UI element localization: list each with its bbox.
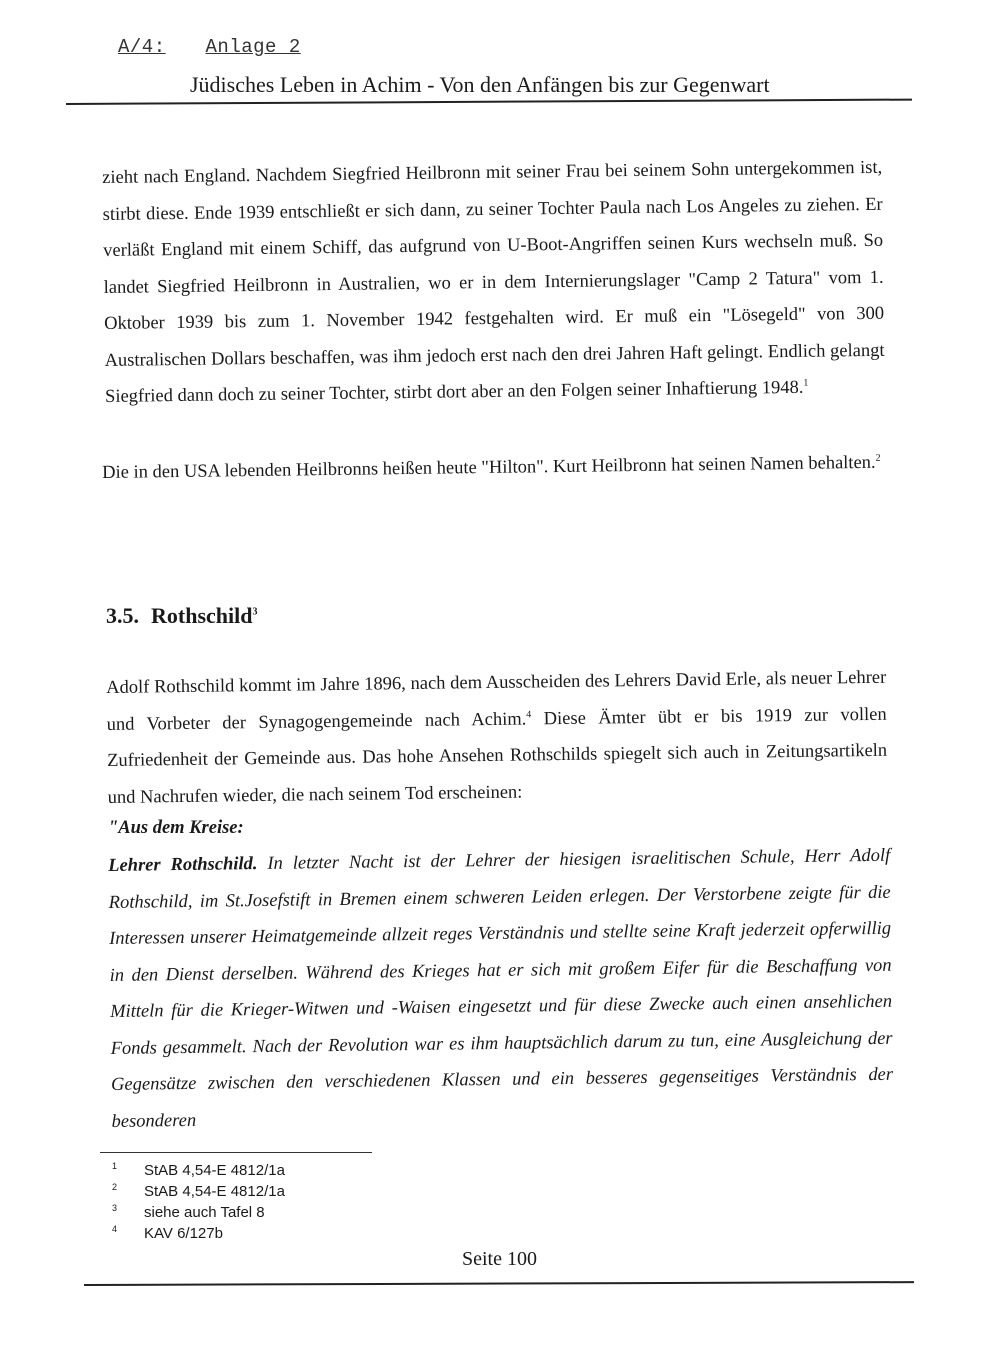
running-title: Jüdisches Leben in Achim - Von den Anfängen bis zur Gegenwart: [190, 72, 770, 97]
reference-tag: A/4:: [118, 36, 166, 58]
page-number: Seite 100: [462, 1248, 537, 1270]
paragraph-text: zieht nach England. Nachdem Siegfried Heilbronn mit seiner Frau bei seinem Sohn untergekommen ist, stirbt diese. Ende 1939 entschließt er sich dann, zu seiner Tochter Paula nach Los Angeles zu ziehen. Er verläßt England mit einem Schiff, das aufgrund von U-Boot-Angriffen seinen Kurs wechseln muß. So landet Siegfried Heilbronn in Australien, wo er in dem Internierungslager "Camp 2 Tatura" vom 1. Oktober 1939 bis zum 1. November 1942 festgehalten wird. Er muß ein "Lösegeld" von 300 Australischen Dollars beschaffen, was ihm jedoch erst nach den drei Jahren Haft gelingt. Endlich gelangt Siegfried dann doch zu seiner Tochter, stirbt dort aber an den Folgen seiner Inhaftierung 1948.: [102, 157, 885, 407]
obituary-quote: [108, 838, 894, 1140]
footnote-number: 1: [112, 1161, 118, 1171]
footnote-ref: 4: [526, 708, 532, 720]
section-heading: [106, 603, 257, 629]
document-reference: [118, 36, 301, 58]
quote-heading: "Aus dem Kreise:: [108, 818, 244, 838]
footnote-text: StAB 4,54-E 4812/1a: [144, 1183, 285, 1200]
quote-text: In letzter Nacht ist der Lehrer der hiesigen israelitischen Schule, Herr Adolf Rothschild, im St.Josefstift in Bremen einem schweren Leiden erlegen. Der Verstorbene zeigte für die Interessen unserer Heimatgemeinde allzeit reges Verständnis und stellte seine Kraft jederzeit opferwillig in den Dienst derselben. Während des Krieges hat er sich mit großem Eifer für die Beschaffung von Mitteln für die Krieger-Witwen und -Waisen eingesetzt und für diese Zwecke auch einen ansehlichen Fonds gesammelt. Nach der Revolution war es ihm hauptsächlich darum zu tun, eine Ausgleichung der Gegensätze zwischen den verschiedenen Klassen und ein besseres gegenseitiges Verständnis der besonderen: [108, 845, 894, 1132]
footnote-number: 2: [112, 1182, 118, 1192]
footnote-text: siehe auch Tafel 8: [144, 1204, 265, 1221]
paragraph-hilton: [102, 445, 882, 492]
footnote-ref: 3: [252, 606, 258, 618]
footer-rule: [84, 1281, 914, 1286]
footnote-ref: 1: [803, 377, 809, 389]
quote-lead: Lehrer Rothschild.: [108, 854, 258, 876]
paragraph-text: Die in den USA lebenden Heilbronns heißen heute "Hilton". Kurt Heilbronn hat seinen Namen behalten.: [102, 452, 876, 483]
reference-label: Anlage 2: [205, 36, 301, 58]
footnote-number: 4: [112, 1224, 118, 1234]
footnote-number: 3: [112, 1203, 118, 1213]
paragraph-text: Adolf Rothschild kommt im Jahre 1896, nach dem Ausscheiden des Lehrers David Erle, als neuer Lehrer und Vorbeter der Synagogengemeinde nach Achim.: [106, 667, 887, 735]
header-rule: [66, 99, 912, 105]
footnote-ref: 2: [875, 452, 881, 464]
section-title: Rothschild: [151, 603, 253, 628]
footnote-text: StAB 4,54-E 4812/1a: [144, 1162, 285, 1179]
paragraph-rothschild: [106, 660, 888, 816]
section-number: 3.5.: [106, 603, 139, 628]
footnote-text: KAV 6/127b: [144, 1225, 223, 1242]
paragraph-heilbronn: [102, 150, 885, 416]
paragraph-text-continued: Diese Ämter übt er bis 1919 zur vollen Zufriedenheit der Gemeinde aus. Das hohe Ansehen Rothschilds spiegelt sich auch in Zeitungsartikeln und Nachrufen wieder, die nach seinem Tod erscheinen:: [107, 704, 888, 808]
footnote-separator: [100, 1152, 372, 1153]
